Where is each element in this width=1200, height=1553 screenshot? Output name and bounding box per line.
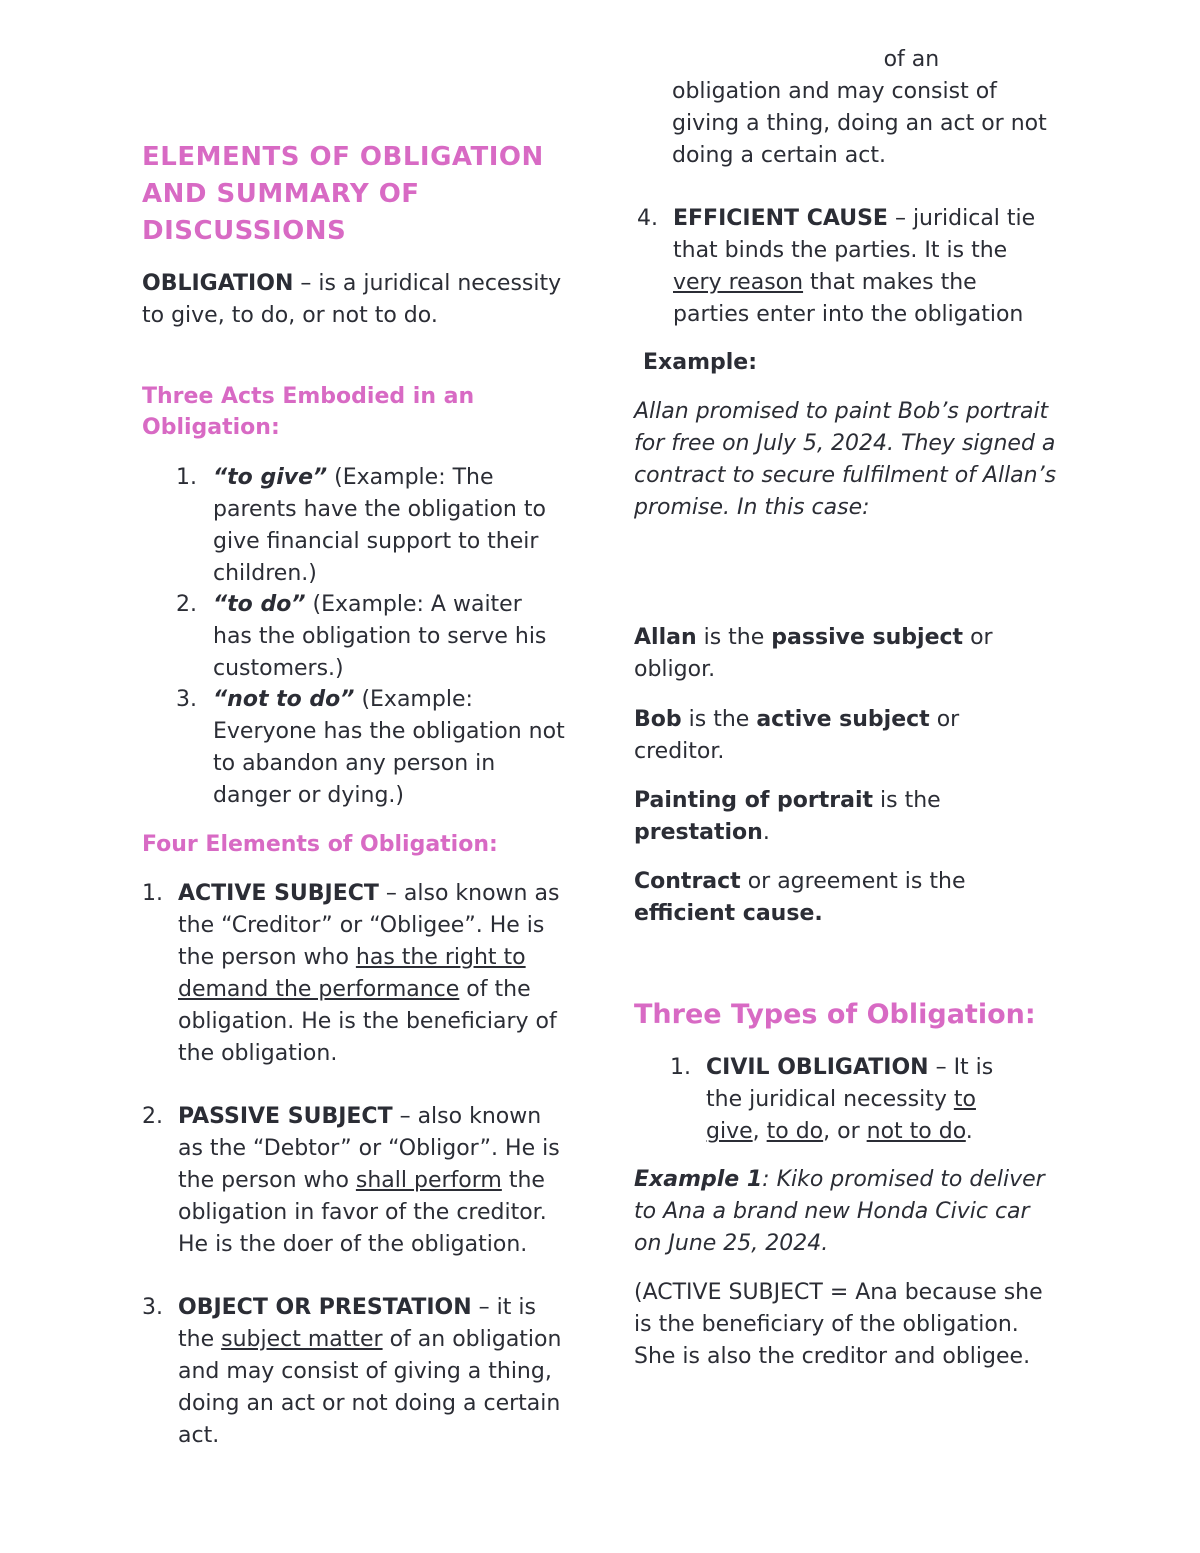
types-heading: Three Types of Obligation: xyxy=(634,999,1036,1030)
type-text: . xyxy=(965,1119,973,1144)
list-item-continued xyxy=(672,47,1052,204)
example-1-label: Example 1 xyxy=(634,1167,763,1192)
bold-text: prestation xyxy=(634,820,763,845)
obligation-definition xyxy=(142,268,562,332)
list-number: 3. xyxy=(176,687,197,712)
bold-text: Painting of portrait xyxy=(634,788,874,813)
element-text: of an obligation and may consist of giving a thing, doing an act or not doing a certain act. xyxy=(672,47,1047,168)
act-text: (Example: Everyone has the obligation not to abandon any person in danger or dying.) xyxy=(213,687,565,808)
element-term: PASSIVE SUBJECT xyxy=(178,1104,393,1129)
continued-text xyxy=(672,12,1052,172)
type-underlined: to give xyxy=(706,1087,976,1144)
list-number: 1. xyxy=(142,881,163,906)
list-number: 4. xyxy=(637,206,658,231)
example-line-allan xyxy=(634,622,1054,686)
act-term: “not to do” xyxy=(213,687,355,712)
plain-text: is the xyxy=(681,707,757,732)
element-term: OBJECT OR PRESTATION xyxy=(178,1295,472,1320)
plain-text: is the xyxy=(696,625,772,650)
element-text: – juridical tie that binds the parties. It is the xyxy=(673,206,1036,263)
act-text: (Example: The parents have the obligation to give financial support to their children.) xyxy=(213,465,546,586)
list-item xyxy=(706,1052,1036,1148)
element-underlined: has the right to demand the performance xyxy=(178,945,526,1002)
definition-term: OBLIGATION xyxy=(142,271,294,296)
example-line-bob xyxy=(634,704,1054,768)
list-item xyxy=(213,462,568,590)
list-item xyxy=(673,203,1053,331)
act-text: (Example: A waiter has the obligation to serve his customers.) xyxy=(213,592,547,681)
element-text: of an obligation and may consist of giving a thing, doing an act or not doing a certain act. xyxy=(178,1327,562,1448)
type-text: – It is the juridical necessity xyxy=(706,1055,994,1112)
type-text: , or xyxy=(823,1119,867,1144)
list-item xyxy=(213,684,573,812)
element-underlined: shall perform xyxy=(355,1168,502,1193)
bold-text: Allan xyxy=(634,625,697,650)
element-term: ACTIVE SUBJECT xyxy=(178,881,379,906)
element-text: – also known as the “Creditor” or “Obligee”. He is the person who xyxy=(178,881,560,970)
element-term: EFFICIENT CAUSE xyxy=(673,206,888,231)
example-line-contract xyxy=(634,866,1054,930)
element-text: – also known as the “Debtor” or “Obligor”. He is the person who xyxy=(178,1104,560,1193)
list-number: 2. xyxy=(142,1104,163,1129)
bold-text: active subject xyxy=(756,707,930,732)
type-text: , xyxy=(752,1119,767,1144)
example-1-note: (ACTIVE SUBJECT = Ana because she is the beneficiary of the obligation. She is also the creditor and obligee. xyxy=(634,1280,1043,1369)
type-underlined: not to do xyxy=(866,1119,966,1144)
definition-text: – is a juridical necessity to give, to do, or not to do. xyxy=(142,271,562,328)
act-term: “to give” xyxy=(213,465,328,490)
element-underlined: subject matter xyxy=(221,1327,383,1352)
bold-text: Contract xyxy=(634,869,741,894)
element-text: that makes the parties enter into the obligation xyxy=(673,270,1024,327)
element-text: – it is the xyxy=(178,1295,536,1352)
element-text: the obligation in favor of the creditor. He is the doer of the obligation. xyxy=(178,1168,547,1257)
plain-text: or creditor. xyxy=(634,707,960,764)
element-text: of the obligation. He is the beneficiary of the obligation. xyxy=(178,977,557,1066)
plain-text: is the xyxy=(873,788,941,813)
list-item xyxy=(178,878,566,1070)
type-term: CIVIL OBLIGATION xyxy=(706,1055,929,1080)
bold-text: efficient cause. xyxy=(634,901,823,926)
four-elements-heading: Four Elements of Obligation: xyxy=(142,832,498,857)
example-1 xyxy=(634,1164,1054,1260)
plain-text: . xyxy=(762,820,770,845)
example-1-text: : Kiko promised to deliver to Ana a brand new Honda Civic car on June 25, 2024. xyxy=(634,1167,1045,1256)
list-item xyxy=(213,589,558,685)
act-term: “to do” xyxy=(213,592,306,617)
type-underlined: to do xyxy=(766,1119,824,1144)
list-number: 3. xyxy=(142,1295,163,1320)
bold-text: Bob xyxy=(634,707,682,732)
list-item xyxy=(178,1101,566,1261)
element-underlined: very reason xyxy=(673,270,804,295)
example-label: Example: xyxy=(643,350,757,375)
list-number: 1. xyxy=(176,465,197,490)
bold-text: passive subject xyxy=(771,625,964,650)
list-number: 2. xyxy=(176,592,197,617)
page-title: ELEMENTS OF OBLIGATION AND SUMMARY OF DISCUSSIONS xyxy=(142,142,544,246)
example-line-painting xyxy=(634,785,1014,849)
three-acts-heading: Three Acts Embodied in an Obligation: xyxy=(142,384,475,440)
example-story: Allan promised to paint Bob’s portrait for free on July 5, 2024. They signed a contract to secure fulfilment of Allan’s promise. In this case: xyxy=(634,399,1057,520)
plain-text: or agreement is the xyxy=(740,869,966,894)
list-number: 1. xyxy=(670,1055,691,1080)
list-item xyxy=(178,1292,570,1448)
plain-text: or obligor. xyxy=(634,625,993,682)
